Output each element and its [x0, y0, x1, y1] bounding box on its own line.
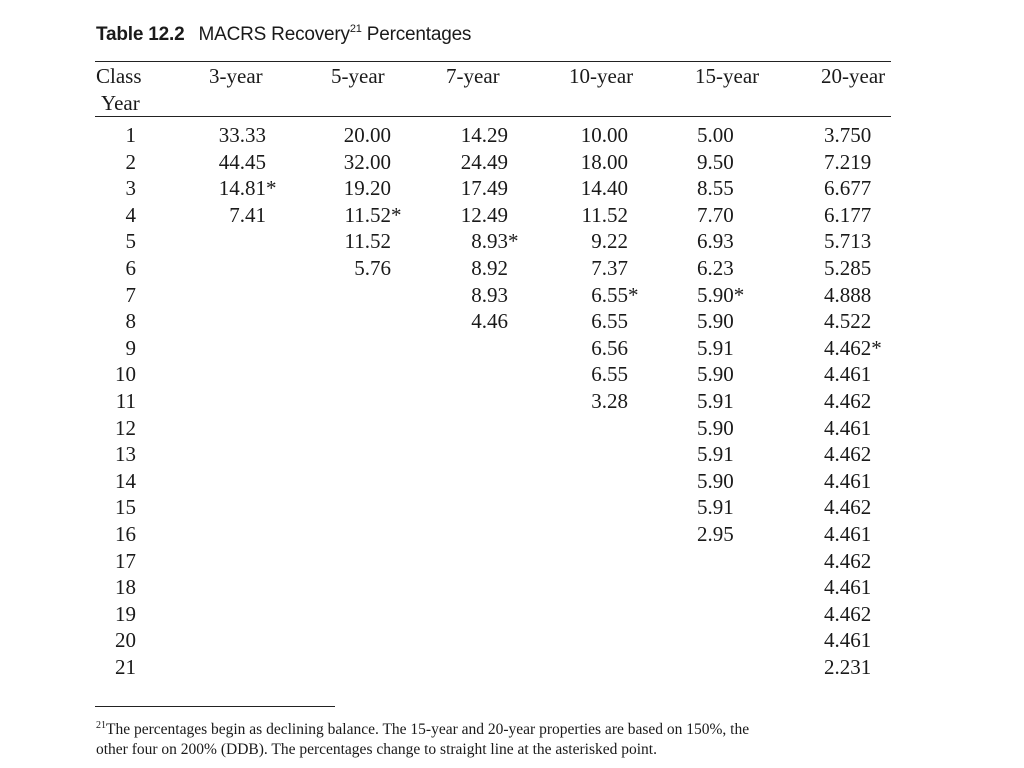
- percentage-cell: 11.52 *: [344, 202, 402, 227]
- percentage-cell: 20.00: [343, 123, 391, 147]
- percentage-cell: 44.45: [218, 149, 266, 174]
- column-20-year: [824, 122, 882, 680]
- percentage-cell: 6.56: [591, 335, 628, 360]
- percentage-cell: 7.37: [591, 255, 628, 280]
- percentage-cell: 5.90: [697, 362, 734, 387]
- table-title: [198, 24, 471, 45]
- column-10-year: [570, 122, 639, 415]
- percentage-cell: 5.285: [824, 255, 872, 280]
- percentage-cell: 4.888: [824, 282, 872, 307]
- class-year-cell: 18: [115, 575, 136, 600]
- percentage-cell: 4.461: [824, 521, 872, 546]
- footnote-reference: 21: [349, 23, 362, 35]
- percentage-cell: 5.90: [697, 309, 734, 334]
- header-7-year: 7-year: [446, 64, 500, 88]
- percentage-cell: 6.55 *: [591, 282, 639, 307]
- class-year-cell: 16: [115, 521, 136, 546]
- percentage-cell: 11.52: [344, 229, 391, 254]
- percentage-cell: 24.49: [460, 149, 508, 174]
- percentage-cell: 5.91: [697, 442, 734, 467]
- percentage-cell: 4.461: [824, 628, 872, 653]
- header-5-year: 5-year: [331, 64, 385, 88]
- class-year-cell: 21: [115, 654, 136, 679]
- class-year-cell: 10: [115, 362, 136, 387]
- table-number: Table 12.2: [96, 24, 185, 45]
- class-year-cell: 13: [115, 442, 136, 467]
- percentage-cell: 2.95: [697, 521, 734, 546]
- column-class-year: [100, 122, 136, 680]
- percentage-cell: 5.90: [697, 468, 734, 493]
- percentage-cell: 4.462: [824, 495, 872, 520]
- footnote-rule: [95, 706, 335, 707]
- percentage-cell: 9.50: [697, 149, 734, 174]
- footnote: [96, 720, 896, 760]
- column-3-year: [208, 122, 277, 228]
- header-10-year: 10-year: [569, 64, 634, 88]
- class-year-cell: 1: [125, 123, 136, 147]
- percentage-cell: 10.00: [580, 123, 628, 147]
- class-year-cell: 17: [115, 548, 136, 573]
- percentage-cell: 14.40: [580, 176, 628, 201]
- percentage-cell: 19.20: [343, 176, 391, 201]
- percentage-cell: 6.677: [824, 176, 872, 201]
- class-year-cell: 15: [115, 495, 136, 520]
- footnote-mark: 21: [96, 720, 106, 731]
- percentage-cell: 4.462: [824, 442, 872, 467]
- class-year-cell: 8: [125, 309, 136, 334]
- percentage-cell: 4.461: [824, 415, 872, 440]
- header-year-label: Year: [101, 91, 140, 115]
- class-year-cell: 11: [115, 388, 136, 413]
- percentage-cell: 4.462: [824, 548, 872, 573]
- percentage-cell: 4.461: [824, 362, 872, 387]
- percentage-cell: 4.462: [824, 601, 872, 626]
- percentage-cell: 5.713: [824, 229, 872, 254]
- percentage-cell: 5.91: [697, 495, 734, 520]
- class-year-cell: 7: [125, 282, 136, 307]
- percentage-cell: 12.49: [460, 202, 508, 227]
- percentage-cell: 11.52: [581, 202, 628, 227]
- column-5-year: [333, 122, 402, 282]
- percentage-cell: 7.70: [697, 202, 734, 227]
- footnote-text-1: The percentages begin as declining balance. The 15-year and 20-year properties are based on 150%, the: [106, 721, 750, 738]
- header-class-label: Class: [96, 64, 142, 88]
- percentage-cell: 5.76: [354, 255, 391, 280]
- percentage-cell: 5.91: [697, 335, 734, 360]
- header-3-year: 3-year: [209, 64, 263, 88]
- class-year-cell: 20: [115, 628, 136, 653]
- percentage-cell: 17.49: [460, 176, 508, 201]
- class-year-cell: 9: [125, 335, 136, 360]
- table-title-text: MACRS Recovery: [198, 24, 350, 45]
- percentage-cell: 2.231: [824, 654, 872, 679]
- percentage-cell: 7.219: [824, 149, 872, 174]
- class-year-cell: 2: [125, 149, 136, 174]
- table-caption: [96, 24, 471, 46]
- table-header-rule: [95, 116, 891, 117]
- percentage-cell: 6.55: [591, 362, 628, 387]
- percentage-cell: 14.29: [460, 123, 508, 147]
- percentage-cell: 4.462*: [824, 335, 882, 360]
- footnote-line-1: [96, 720, 896, 740]
- percentage-cell: 8.93: [471, 282, 508, 307]
- table-title-suffix: Percentages: [361, 24, 472, 45]
- class-year-cell: 4: [125, 202, 136, 227]
- percentage-cell: 5.00: [697, 123, 734, 147]
- header-20-year: 20-year: [821, 64, 886, 88]
- class-year-cell: 19: [115, 601, 136, 626]
- percentage-cell: 4.46: [471, 309, 508, 334]
- percentage-cell: 6.55: [591, 309, 628, 334]
- class-year-cell: 3: [125, 176, 136, 201]
- percentage-cell: 5.90*: [697, 282, 745, 307]
- class-year-cell: 14: [115, 468, 136, 493]
- percentage-cell: 3.750: [824, 123, 872, 147]
- percentage-cell: 8.55: [697, 176, 734, 201]
- percentage-cell: 18.00: [580, 149, 628, 174]
- percentage-cell: 9.22: [591, 229, 628, 254]
- percentage-cell: 6.93: [697, 229, 734, 254]
- percentage-cell: 4.522: [824, 309, 872, 334]
- percentage-cell: 5.90: [697, 415, 734, 440]
- class-year-cell: 12: [115, 415, 136, 440]
- percentage-cell: 33.33: [218, 123, 266, 147]
- column-7-year: [450, 122, 519, 335]
- percentage-cell: 14.81 *: [218, 176, 277, 201]
- percentage-cell: 8.93 *: [471, 229, 519, 254]
- percentage-cell: 5.91: [697, 388, 734, 413]
- percentage-cell: 4.461: [824, 575, 872, 600]
- percentage-cell: 32.00: [343, 149, 391, 174]
- header-class-year: [96, 63, 142, 117]
- class-year-cell: 6: [125, 255, 136, 280]
- class-year-cell: 5: [125, 229, 136, 254]
- column-15-year: [697, 122, 744, 548]
- percentage-cell: 4.462: [824, 388, 872, 413]
- table-top-rule: [95, 61, 891, 62]
- percentage-cell: 4.461: [824, 468, 872, 493]
- percentage-cell: 3.28: [591, 388, 628, 413]
- percentage-cell: 7.41: [229, 202, 266, 227]
- header-15-year: 15-year: [695, 64, 760, 88]
- footnote-text-2: other four on 200% (DDB). The percentages change to straight line at the asterisked point.: [96, 741, 657, 758]
- percentage-cell: 6.177: [824, 202, 872, 227]
- percentage-cell: 8.92: [471, 255, 508, 280]
- percentage-cell: 6.23: [697, 255, 734, 280]
